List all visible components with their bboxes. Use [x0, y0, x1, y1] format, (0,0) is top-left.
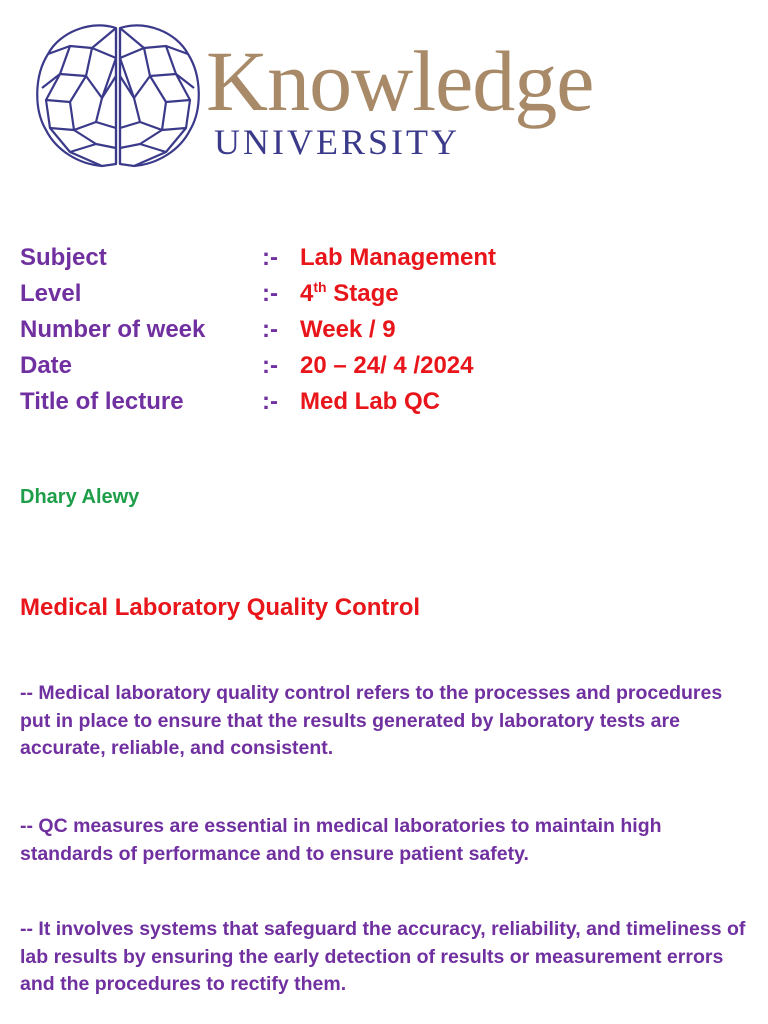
logo-wordmark: Knowledge: [206, 33, 594, 129]
info-separator: :-: [262, 316, 278, 343]
logo-subtitle: UNIVERSITY: [214, 122, 460, 162]
info-value: Lab Management: [300, 244, 497, 271]
info-label: Number of week: [20, 316, 206, 343]
level-number: 4: [300, 280, 314, 307]
info-row-subject: [20, 240, 740, 276]
info-row-title: [20, 384, 740, 420]
level-ordinal-suffix: th: [313, 279, 327, 295]
body-paragraph: -- QC measures are essential in medical laboratories to maintain high standards of performance and to ensure patient safety.: [20, 815, 662, 865]
info-label: Date: [20, 352, 73, 379]
info-value: Med Lab QC: [300, 388, 441, 415]
info-separator: :-: [262, 280, 278, 307]
info-label: Level: [20, 280, 82, 307]
info-value: [300, 276, 399, 312]
info-value: 20 – 24/ 4 /2024: [300, 352, 474, 379]
info-value: Week / 9: [300, 316, 396, 343]
lecture-info: [20, 240, 740, 420]
info-separator: :-: [262, 352, 278, 379]
author-name: Dhary Alewy: [20, 486, 140, 508]
info-label: Title of lecture: [20, 388, 184, 415]
info-separator: :-: [262, 388, 278, 415]
info-row-date: [20, 348, 740, 384]
brain-network-icon: [30, 18, 206, 174]
section-heading: Medical Laboratory Quality Control: [20, 594, 421, 621]
info-row-week: [20, 312, 740, 348]
body-paragraph: -- It involves systems that safeguard the accuracy, reliability, and timeliness of lab results by ensuring the early detection of results or measurement errors and the procedures to rectify them.: [20, 918, 746, 995]
info-row-level: [20, 276, 740, 312]
info-label: Subject: [20, 244, 107, 271]
university-logo: [30, 18, 710, 178]
info-separator: :-: [262, 244, 278, 271]
level-word: Stage: [326, 280, 399, 307]
body-paragraph: -- Medical laboratory quality control refers to the processes and procedures put in place to ensure that the results generated by laboratory tests are accurate, reliable, and consistent.: [20, 682, 723, 759]
